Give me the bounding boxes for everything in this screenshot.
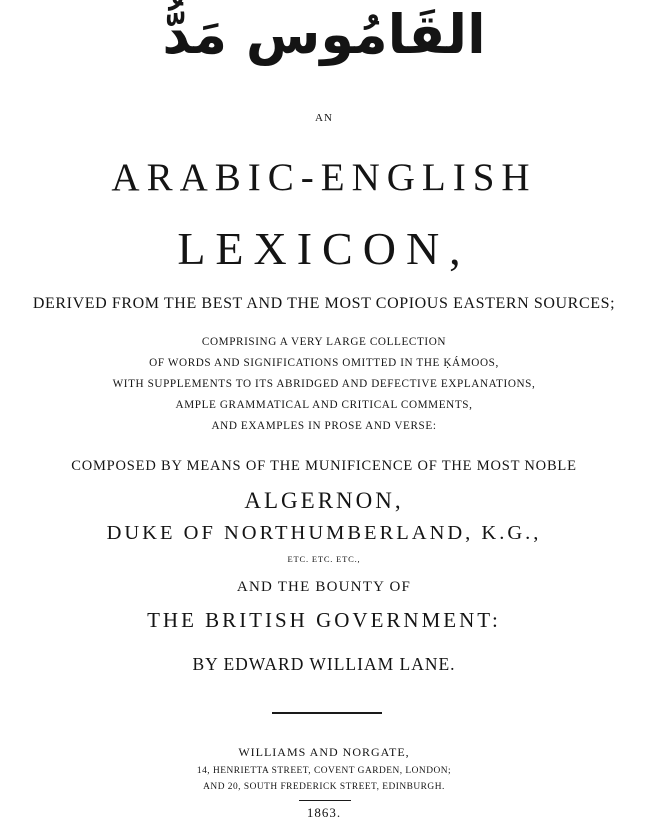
divider-rule — [272, 712, 382, 714]
publisher-address-edinburgh: AND 20, SOUTH FREDERICK STREET, EDINBURGH. — [203, 782, 445, 792]
publisher-name: WILLIAMS AND NORGATE, — [238, 745, 410, 759]
article-an: AN — [315, 112, 333, 124]
patron-name: ALGERNON, — [244, 488, 404, 513]
comprising-line: COMPRISING A VERY LARGE COLLECTION — [201, 336, 447, 348]
etc-line: ETC. ETC. ETC., — [287, 554, 361, 564]
publication-year: 1863. — [306, 805, 342, 820]
government-line: THE BRITISH GOVERNMENT: — [147, 608, 501, 632]
main-title-line1: ARABIC-ENGLISH — [111, 156, 537, 199]
arabic-title: القَامُوس مَدُّ — [162, 3, 486, 66]
comprising-line: WITH SUPPLEMENTS TO ITS ABRIDGED AND DEFECTIVE EXPLANATIONS, — [112, 378, 536, 390]
comprising-line: OF WORDS AND SIGNIFICATIONS OMITTED IN THE ḲÁMOOS, — [149, 357, 499, 369]
comprising-line: AND EXAMPLES IN PROSE AND VERSE: — [211, 420, 437, 432]
composed-line: COMPOSED BY MEANS OF THE MUNIFICENCE OF THE MOST NOBLE — [71, 458, 577, 474]
comprising-line: AMPLE GRAMMATICAL AND CRITICAL COMMENTS, — [175, 399, 473, 411]
patron-title: DUKE OF NORTHUMBERLAND, K.G., — [106, 522, 542, 544]
subtitle-derived: DERIVED FROM THE BEST AND THE MOST COPIOUS EASTERN SOURCES; — [32, 295, 616, 312]
main-title-line2: LEXICON, — [177, 223, 471, 274]
publisher-address-london: 14, HENRIETTA STREET, COVENT GARDEN, LONDON; — [196, 766, 452, 776]
year-rule — [299, 800, 351, 801]
author-line: BY EDWARD WILLIAM LANE. — [192, 654, 456, 674]
bounty-line: AND THE BOUNTY OF — [236, 579, 412, 595]
